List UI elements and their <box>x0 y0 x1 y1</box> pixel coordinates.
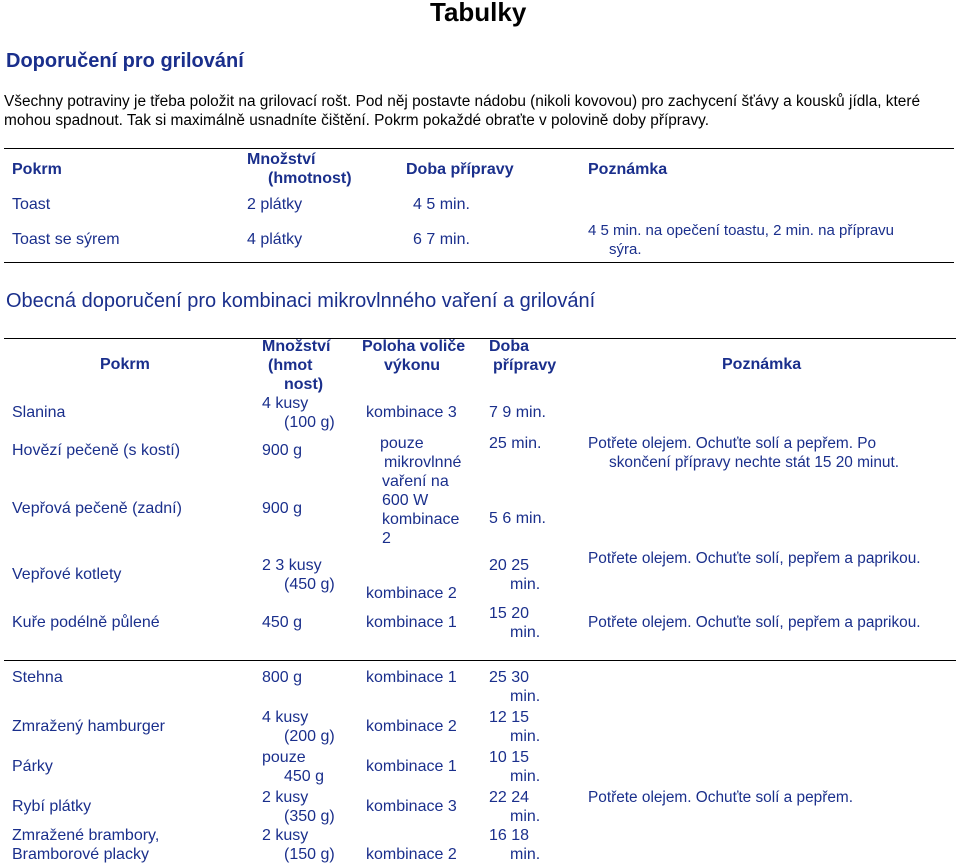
cell-amount: 800 g <box>262 669 303 686</box>
cell-food: Toast se sýrem <box>12 231 120 248</box>
col-header-amount: Množství <box>262 338 331 355</box>
cell-amount: 4 kusy <box>262 395 309 412</box>
cell-food: Rybí plátky <box>12 798 92 815</box>
cell-note-cont: sýra. <box>609 241 642 258</box>
cell-power: kombinace 2 <box>366 718 457 735</box>
cell-power-shared-4: 600 W <box>382 492 429 509</box>
cell-power: kombinace 1 <box>366 614 457 631</box>
cell-power-shared-2: mikrovlnné <box>384 454 462 471</box>
cell-food: Slanina <box>12 404 66 421</box>
page-title: Tabulky <box>430 0 527 27</box>
col-header-amount-3: nost) <box>284 376 324 393</box>
section-heading-grilling: Doporučení pro grilování <box>6 50 244 72</box>
cell-time: 12 15 <box>489 709 530 726</box>
cell-time: 5 6 min. <box>489 510 546 527</box>
cell-power-shared: pouze <box>380 435 424 452</box>
col-header-time: Doba <box>489 338 529 355</box>
cell-time-2: min. <box>510 846 541 863</box>
cell-amount: 2 kusy <box>262 827 309 844</box>
cell-time: 20 25 <box>489 557 530 574</box>
cell-time: 25 min. <box>489 435 542 452</box>
table-rule <box>4 660 956 661</box>
cell-time: 7 9 min. <box>489 404 546 421</box>
cell-amount: 4 plátky <box>247 231 303 248</box>
cell-time-2: min. <box>510 808 541 825</box>
col-header-amount: Množství <box>247 151 316 168</box>
col-header-amount-unit: (hmotnost) <box>268 170 352 187</box>
cell-power: kombinace 1 <box>366 758 457 775</box>
cell-note: Potřete olejem. Ochuťte solí, pepřem a paprikou. <box>588 550 921 567</box>
cell-food: Vepřové kotlety <box>12 566 122 583</box>
cell-food-2: Bramborové placky <box>12 846 149 863</box>
cell-food: Vepřová pečeně (zadní) <box>12 500 182 517</box>
cell-amount-2: (350 g) <box>284 808 335 825</box>
intro-paragraph <box>4 92 954 130</box>
cell-food: Hovězí pečeně (s kostí) <box>12 442 181 459</box>
col-header-amount-2: (hmot <box>268 357 313 374</box>
cell-time: 15 20 <box>489 605 530 622</box>
cell-food: Párky <box>12 758 53 775</box>
cell-time: 22 24 <box>489 789 530 806</box>
col-header-food: Pokrm <box>12 161 62 178</box>
col-header-power: Poloha voliče <box>362 338 466 355</box>
cell-amount: 450 g <box>262 614 303 631</box>
col-header-food: Pokrm <box>100 356 150 373</box>
cell-power-shared-3: vaření na <box>382 473 449 490</box>
cell-time-2: min. <box>510 728 541 745</box>
cell-note: 4 5 min. na opečení toastu, 2 min. na přípravu <box>588 222 895 239</box>
table-rule <box>4 262 954 263</box>
cell-note: Potřete olejem. Ochuťte solí a pepřem. Po <box>588 435 877 452</box>
col-header-note: Poznámka <box>588 161 668 178</box>
cell-food: Toast <box>12 196 51 213</box>
cell-time: 6 7 min. <box>413 231 470 248</box>
cell-note: Potřete olejem. Ochuťte solí a pepřem. <box>588 789 853 806</box>
cell-note-cont: skončení přípravy nechte stát 15 20 minut. <box>609 454 900 471</box>
cell-amount-2: (100 g) <box>284 414 335 431</box>
cell-power: kombinace 2 <box>366 846 457 863</box>
cell-amount-2: (450 g) <box>284 576 335 593</box>
cell-amount-2: (200 g) <box>284 728 335 745</box>
cell-time: 16 18 <box>489 827 530 844</box>
cell-power-shared-6: 2 <box>382 530 391 547</box>
cell-amount: 4 kusy <box>262 709 309 726</box>
cell-amount: 2 kusy <box>262 789 309 806</box>
table-rule <box>4 338 956 339</box>
col-header-time-2: přípravy <box>493 357 557 374</box>
section-heading-combination: Obecná doporučení pro kombinaci mikrovlnného vaření a grilování <box>6 290 596 312</box>
cell-amount-2: 450 g <box>284 768 325 785</box>
cell-time: 10 15 <box>489 749 530 766</box>
cell-time-2: min. <box>510 576 541 593</box>
cell-amount: 2 3 kusy <box>262 557 322 574</box>
cell-power: kombinace 3 <box>366 798 457 815</box>
col-header-note: Poznámka <box>722 356 802 373</box>
cell-food: Stehna <box>12 669 63 686</box>
col-header-power-2: výkonu <box>384 357 441 374</box>
cell-time-2: min. <box>510 688 541 705</box>
cell-amount: 900 g <box>262 442 303 459</box>
cell-power: kombinace 2 <box>366 585 457 602</box>
cell-time-2: min. <box>510 768 541 785</box>
cell-time: 4 5 min. <box>413 196 470 213</box>
cell-power: kombinace 1 <box>366 669 457 686</box>
cell-time-2: min. <box>510 624 541 641</box>
cell-time: 25 30 <box>489 669 530 686</box>
intro-text: Všechny potraviny je třeba položit na grilovací rošt. Pod něj postavte nádobu (nikoli kovovou) pro zachycení šťávy a kousků jídla, které mohou spadnout. Tak si maximálně usnadníte čištění. Pokrm pokaždé obraťte v polovině doby přípravy. <box>4 93 921 129</box>
cell-power: kombinace 3 <box>366 404 457 421</box>
col-header-time: Doba přípravy <box>406 161 514 178</box>
cell-amount: 900 g <box>262 500 303 517</box>
cell-note: Potřete olejem. Ochuťte solí, pepřem a paprikou. <box>588 614 921 631</box>
cell-amount-2: (150 g) <box>284 846 335 863</box>
cell-food: Zmražený hamburger <box>12 718 165 735</box>
table-rule <box>4 148 954 149</box>
cell-amount: pouze <box>262 749 306 766</box>
cell-amount: 2 plátky <box>247 196 303 213</box>
cell-food: Zmražené brambory, <box>12 827 160 844</box>
cell-food: Kuře podélně půlené <box>12 614 160 631</box>
cell-power-shared-5: kombinace <box>382 511 460 528</box>
